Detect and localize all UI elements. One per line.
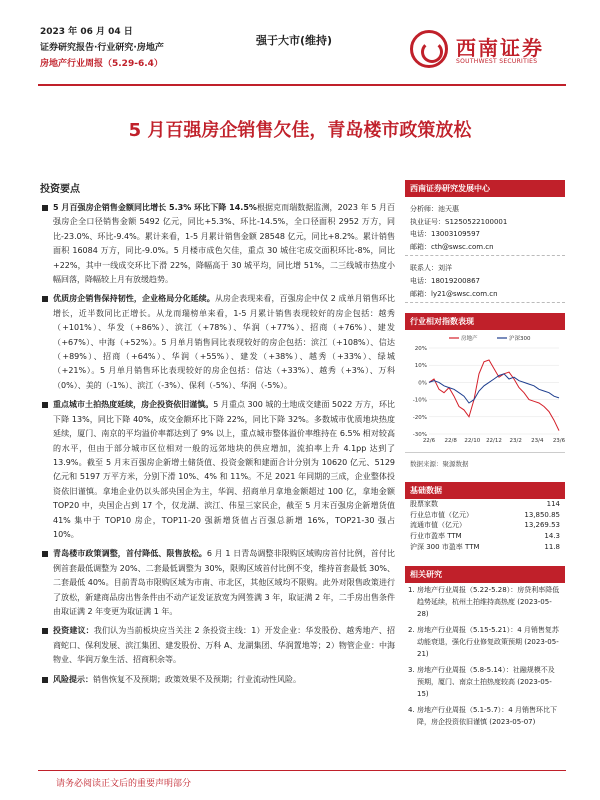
analyst-phone: 电话：13003109597	[410, 230, 480, 239]
basic-data-key: 行业总市值（亿元）	[410, 510, 473, 519]
main-content	[40, 180, 395, 692]
bullet-paragraph	[40, 673, 395, 687]
basic-data-box	[405, 482, 565, 552]
basic-data-row	[405, 520, 565, 531]
related-number: 1.	[408, 586, 415, 595]
analyst-cert: 执业证号：S1250522100001	[410, 217, 508, 226]
related-item[interactable]	[405, 583, 565, 623]
report-subtitle: 房地产行业周报（5.29-6.4）	[40, 59, 163, 69]
basic-data-key: 沪深 300 市盈率 TTM	[410, 542, 480, 551]
related-number: 3.	[408, 666, 415, 675]
basic-data-key: 股票家数	[410, 500, 438, 509]
related-text: 房地产行业周报（5.1-5.7）：4 月销售环比下降，房企投资依旧谨慎 (2023-05-07)	[417, 706, 557, 727]
logo-icon	[410, 30, 448, 68]
analyst-block	[405, 197, 565, 256]
related-number: 2.	[408, 626, 415, 635]
related-item[interactable]	[405, 663, 565, 703]
related-text: 房地产行业周报（5.22-5.28）：房贷利率降低趋势延续，杭州土拍维持高热度 (2023-05-28)	[417, 586, 560, 619]
relative-index-chart	[405, 330, 565, 452]
paragraph-text: 6 月 1 日青岛调整非限购区域购房首付比例，首付比例首套最低调整为 20%、二套最低调整为 30%，限购区域首付比例不变，维持首套最低 30%、二套最低 40%。目前青岛市限购区域为市南、市北区，其他区域均不限购。此外对限售政策进行了放松，新建商品房出售条件由不动产证发证放宽为网签满 3 年，取证满 2 年，二手房出售条件由取证满 2 年变更为取证满 1 年。	[53, 549, 396, 616]
basic-data-value: 11.8	[544, 542, 560, 551]
report-meta	[40, 24, 164, 72]
header-divider	[38, 84, 566, 86]
x-tick-label: 22/10	[464, 438, 481, 445]
y-tick-label: 10%	[414, 363, 427, 370]
y-tick-label: 0%	[418, 380, 427, 387]
basic-data-key: 流通市值（亿元）	[410, 521, 466, 530]
x-tick-label: 23/4	[531, 438, 544, 445]
basic-data-row	[405, 531, 565, 542]
y-tick-label: -10%	[412, 397, 427, 404]
paragraph-text: 销售恢复不及预期；政策效果不及预期；行业流动性风险。	[93, 674, 301, 684]
analyst-name: 分析师：池天惠	[410, 205, 459, 213]
related-item[interactable]	[405, 703, 565, 731]
report-date: 2023 年 06 月 04 日	[40, 27, 133, 37]
chart-title: 行业相对指数表现	[405, 313, 565, 330]
team-title: 西南证券研究发展中心	[405, 180, 565, 197]
basic-data-value: 114	[546, 500, 560, 509]
legend-label: 房地产	[461, 336, 478, 343]
x-tick-label: 22/12	[486, 438, 502, 445]
bullet-paragraph	[40, 398, 395, 542]
x-tick-label: 22/8	[444, 438, 457, 445]
bullet-paragraph	[40, 201, 395, 287]
paragraph-lead: 优质房企销售保持韧性，企业格局分化延续。	[53, 294, 215, 304]
relative-index-chart-box	[405, 313, 565, 474]
y-tick-label: -30%	[412, 432, 427, 439]
paragraph-text: 从房企表现来看，百强房企中仅 2 成单月销售环比增长，近半数同比正增长。从龙而瑞榜单来看，1-5 月累计销售表现较好的房企包括：越秀（+101%）、华发（+86%）、滨江（+78%）、华润（+77%）、招商（+76%）、建发（+67%）、中海（+52%）。5 月单月销售同比表现较好的房企包括：滨江（+108%）、信达（+89%）、招商（+64%）、华润（+55%）、建发（+38%）、越秀（+33%）、绿城（+21%）。5 月单月销售环比表现较好的房企包括：信达（+33%）、越秀（+3%）、万科（0%）、美的（-1%）、滨江（-3%）、保利（-5%）、华润（-5%）。	[53, 294, 395, 390]
footer-disclaimer: 请务必阅读正文后的重要声明部分	[56, 779, 192, 789]
section-title: 投资要点	[40, 184, 80, 195]
analyst-email[interactable]: 邮箱：cth@swsc.com.cn	[410, 242, 494, 251]
paragraph-text: 根据克而瑞数据监测，2023 年 5 月百强房企全口径销售金额 5492 亿元，同比+5.3%、环比-14.5%，全口径面积 2952 万方，同比-23.0%、环比-9.4%。累计来看，1-5 月累计销售金额 28548 亿元，同比+8.2%。累计销售面积 16084 万方，同比-9.0%。5 月楼市成色欠佳，重点 30 城住宅成交面积环比-8%，同比+22%，其中一线成交环比下滑 22%，降幅高于 30 城平均，同比增 51%，二三线城市热度小幅回落，降幅较上月有放缓趋势。	[53, 203, 395, 285]
contact-name: 联系人：刘洋	[410, 264, 452, 273]
related-research-box	[405, 566, 565, 731]
contact-block	[405, 256, 565, 303]
basic-data-value: 13,269.53	[524, 521, 560, 530]
logo-text-cn: 西南证券	[456, 36, 544, 60]
rating: 强于大市(维持)	[256, 34, 333, 47]
paragraph-lead: 青岛楼市政策调整，首付降低、限售放松。	[53, 549, 207, 559]
report-title: 5 月百强房企销售欠佳，青岛楼市政策放松	[128, 120, 472, 141]
bullet-paragraph	[40, 292, 395, 393]
company-logo	[410, 30, 565, 72]
contact-email[interactable]: 邮箱：ly21@swsc.com.cn	[410, 289, 498, 298]
related-title: 相关研究	[405, 566, 565, 583]
paragraph-lead: 风险提示：	[53, 674, 93, 684]
paragraph-lead: 重点城市土拍热度延续，房企投资依旧谨慎。	[53, 400, 214, 410]
related-text: 房地产行业周报（5.15-5.21）：4 月销售复苏动能衰退，强化行业修复政策预期 (2023-05-21)	[417, 626, 559, 659]
chart-canvas	[405, 330, 565, 452]
y-tick-label: 20%	[414, 346, 427, 353]
basic-data-value: 13,850.85	[524, 510, 560, 519]
x-tick-label: 23/2	[509, 438, 522, 445]
contact-phone: 电话：18019200867	[410, 276, 480, 285]
logo-text-en: SOUTHWEST SECURITIES	[456, 58, 538, 65]
y-tick-label: -20%	[412, 414, 427, 421]
basic-data-value: 14.3	[544, 531, 560, 540]
basic-data-row	[405, 510, 565, 521]
bullet-paragraph	[40, 624, 395, 667]
paragraph-lead: 5 月百强房企销售金额同比增长 5.3% 环比下降 14.5%	[53, 203, 257, 212]
basic-data-row	[405, 499, 565, 510]
paragraph-text: 我们认为当前板块应当关注 2 条投资主线：1）开发企业：华发股份、越秀地产、招商蛇口、保利发展、滨江集团、建发股份、万科 A、龙湖集团、华润置地等；2）物管企业：中海物业、华润万象生活、招商积余等。	[53, 626, 396, 665]
basic-data-title: 基础数据	[405, 482, 565, 499]
related-text: 房地产行业周报（5.8-5.14）：社融规模不及预期，厦门、南京土拍热度较高 (2023-05-15)	[417, 666, 555, 699]
basic-data-row	[405, 542, 565, 553]
basic-data-key: 行业市盈率 TTM	[410, 531, 462, 540]
footer-divider	[38, 770, 566, 771]
related-number: 4.	[408, 706, 415, 715]
x-tick-label: 22/6	[422, 438, 436, 445]
x-tick-label: 23/6	[552, 438, 565, 445]
report-category: 证券研究报告·行业研究·房地产	[40, 43, 164, 53]
bullet-paragraph	[40, 547, 395, 619]
related-item[interactable]	[405, 623, 565, 663]
series-line-0	[429, 360, 559, 431]
legend-label: 沪深300	[509, 336, 531, 343]
chart-source: 数据来源：聚源数据	[405, 452, 565, 474]
sidebar	[405, 180, 565, 731]
paragraph-text: 5 月重点 300 城的土地成交建面 5022 万方，环比下降 13%，同比下降 40%，成交金额环比下降 22%，同比下降 32%。多数城市优质地块热度延续，厦门、南京的平均溢价率都达到了 9% 以上，重点城市整体溢价率维持在 6.5% 相对较高的水平，但由于部分城市区位相对一般的远郊地块的供应增加，流拍率上升 4.1pp 达到了 13.9%。截至 5 月末百强房企新增土储货值、投资金额和建面合计分别为 10620 亿元、5129 亿元和 5197 万平方米，分别下滑 10%、4% 和 11%。不足 2021 年同期的三成，企业整体投资依旧谨慎。拿地企业仍以头部央国企为主，华润、招商单月拿地金额超过 100 亿，拿地金额 TOP20 中，央国企占到 17 个，仅龙湖、滨江、伟星三家民企，截至 5 月末百强房企新增货值 41% 集中于 TOP10 房企，TOP11-20 强新增货值占百强总新增 16%，TOP21-30 强占 10%。	[53, 400, 395, 539]
paragraph-lead: 投资建议：	[53, 626, 94, 636]
